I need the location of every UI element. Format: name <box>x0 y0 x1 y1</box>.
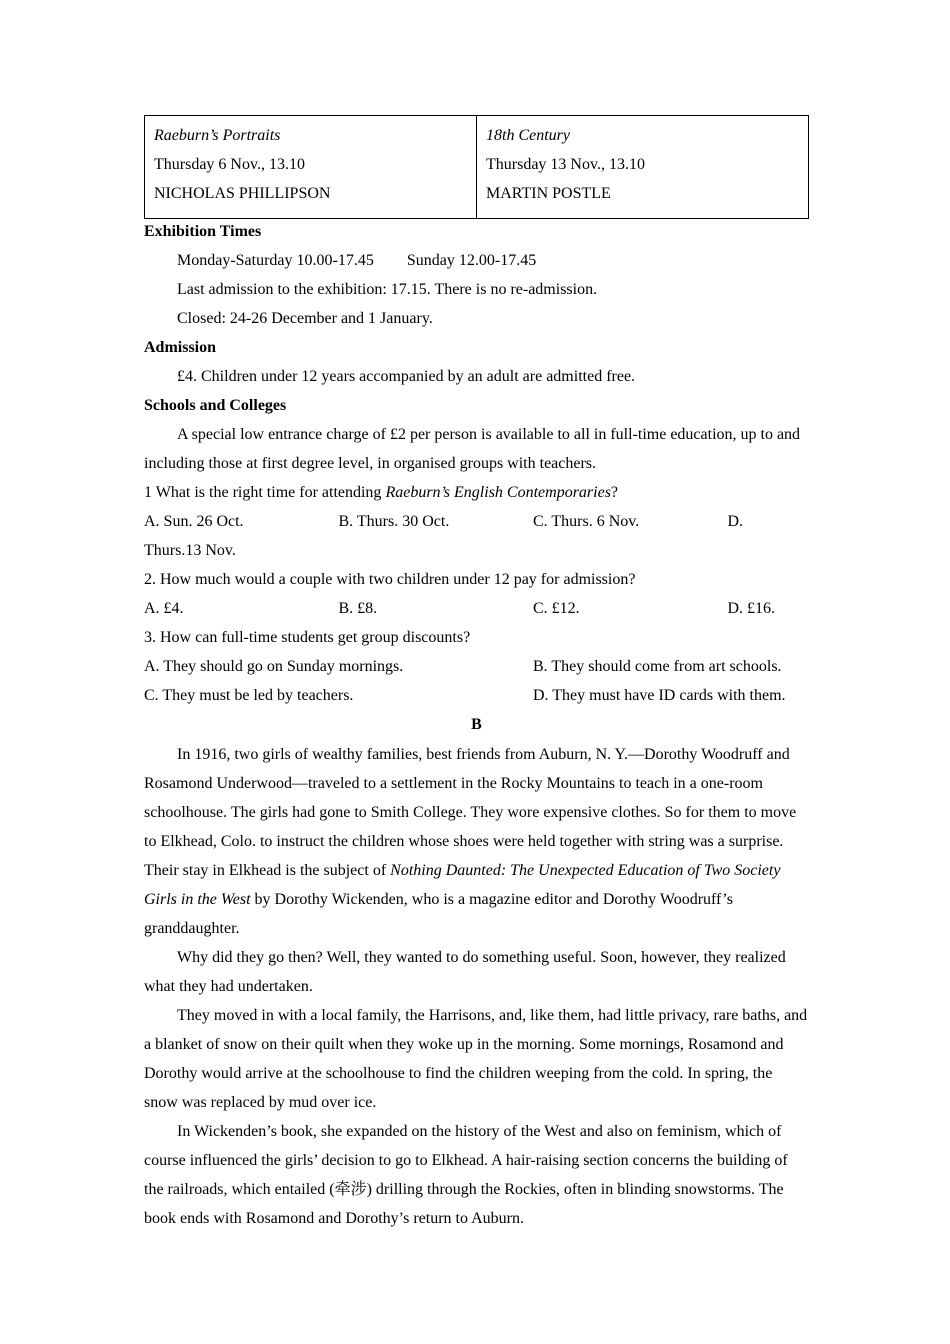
option-c: C. £12. <box>533 600 580 617</box>
paragraph-1-start: In 1916, two girls of wealthy families, best friends from Auburn, N. Y.—Dorothy Woodruff and Rosamond Underwood—traveled to a settlement in the Rocky Mountains to teach in a one-room schoolhouse. The girls had gone to Smith College. They wore expensive clothes. So for them to move to Elkhead, Colo. to instruct the children whose shoes were held together with string was a surprise. Their stay in Elkhead is the subject of <box>144 746 797 879</box>
option-d: D. £16. <box>727 600 776 617</box>
last-admission: Last admission to the exhibition: 17.15. There is no re-admission. <box>177 281 598 298</box>
option-a: A. They should go on Sunday mornings. <box>144 658 404 675</box>
closed-dates: Closed: 24-26 December and 1 January. <box>177 310 433 327</box>
question-1-options <box>144 507 809 536</box>
exhibition-heading: Exhibition Times <box>144 223 262 240</box>
option-b: B. They should come from art schools. <box>533 658 782 675</box>
lecture-date: Thursday 13 Nov., 13.10 <box>486 156 645 173</box>
question-1-prefix: 1 What is the right time for attending <box>144 484 386 501</box>
lecture-row <box>145 116 809 219</box>
lecture-cell-right <box>477 116 809 219</box>
document-page <box>144 115 809 1233</box>
lecture-speaker: MARTIN POSTLE <box>486 185 611 202</box>
exhibition-hours <box>144 246 809 275</box>
admission-heading: Admission <box>144 339 217 356</box>
option-d-continued: Thurs.13 Nov. <box>144 542 236 559</box>
lecture-speaker: NICHOLAS PHILLIPSON <box>154 185 331 202</box>
question-2: 2. How much would a couple with two children under 12 pay for admission? <box>144 571 636 588</box>
lecture-title: 18th Century <box>486 127 570 144</box>
question-1 <box>144 478 809 507</box>
lecture-date: Thursday 6 Nov., 13.10 <box>154 156 305 173</box>
section-b-paragraph-4: In Wickenden’s book, she expanded on the history of the West and also on feminism, which of course influenced the girls’ decision to go to Elkhead. A hair-raising section concerns the building of the railroads, which entailed (牵涉) drilling through the Rockies, often in blinding snowstorms. The book ends with Rosamond and Dorothy’s return to Auburn. <box>144 1123 788 1227</box>
sunday-hours: Sunday 12.00-17.45 <box>406 252 537 269</box>
question-2-options <box>144 594 809 623</box>
lecture-cell-left <box>145 116 477 219</box>
question-3: 3. How can full-time students get group discounts? <box>144 629 471 646</box>
book-title: Nothing Daunted: The Unexpected Education of Two Society Girls in the West <box>144 862 781 908</box>
section-b-paragraph-2: Why did they go then? Well, they wanted to do something useful. Soon, however, they realized what they had undertaken. <box>144 949 786 995</box>
option-c: C. They must be led by teachers. <box>144 687 354 704</box>
question-1-suffix: ? <box>610 484 619 501</box>
question-3-options-row-2 <box>144 681 809 710</box>
question-1-title: Raeburn’s English Contemporaries <box>385 484 611 501</box>
option-b: B. £8. <box>338 600 378 617</box>
question-3-options-row-1 <box>144 652 809 681</box>
section-b-paragraph-3: They moved in with a local family, the Harrisons, and, like them, had little privacy, rare baths, and a blanket of snow on their quilt when they woke up in the morning. Some mornings, Rosamond and Dorothy would arrive at the schoolhouse to find the children weeping from the cold. In spring, the snow was replaced by mud over ice. <box>144 1007 808 1111</box>
schools-text: A special low entrance charge of £2 per person is available to all in full-time education, up to and including those at first degree level, in organised groups with teachers. <box>144 426 801 472</box>
weekday-hours: Monday-Saturday 10.00-17.45 <box>177 252 374 269</box>
lecture-table <box>144 115 809 219</box>
option-a: A. £4. <box>144 600 184 617</box>
section-b-paragraph-1 <box>144 740 809 943</box>
option-b: B. Thurs. 30 Oct. <box>338 513 450 530</box>
section-b-label: B <box>471 716 482 733</box>
option-a: A. Sun. 26 Oct. <box>144 513 244 530</box>
lecture-title: Raeburn’s Portraits <box>154 127 281 144</box>
paragraph-1-end: by Dorothy Wickenden, who is a magazine editor and Dorothy Woodruff’s granddaughter. <box>144 891 733 937</box>
option-c: C. Thurs. 6 Nov. <box>533 513 640 530</box>
option-d: D. <box>727 513 744 530</box>
schools-heading: Schools and Colleges <box>144 397 287 414</box>
option-d: D. They must have ID cards with them. <box>533 687 786 704</box>
admission-text: £4. Children under 12 years accompanied by an adult are admitted free. <box>177 368 636 385</box>
